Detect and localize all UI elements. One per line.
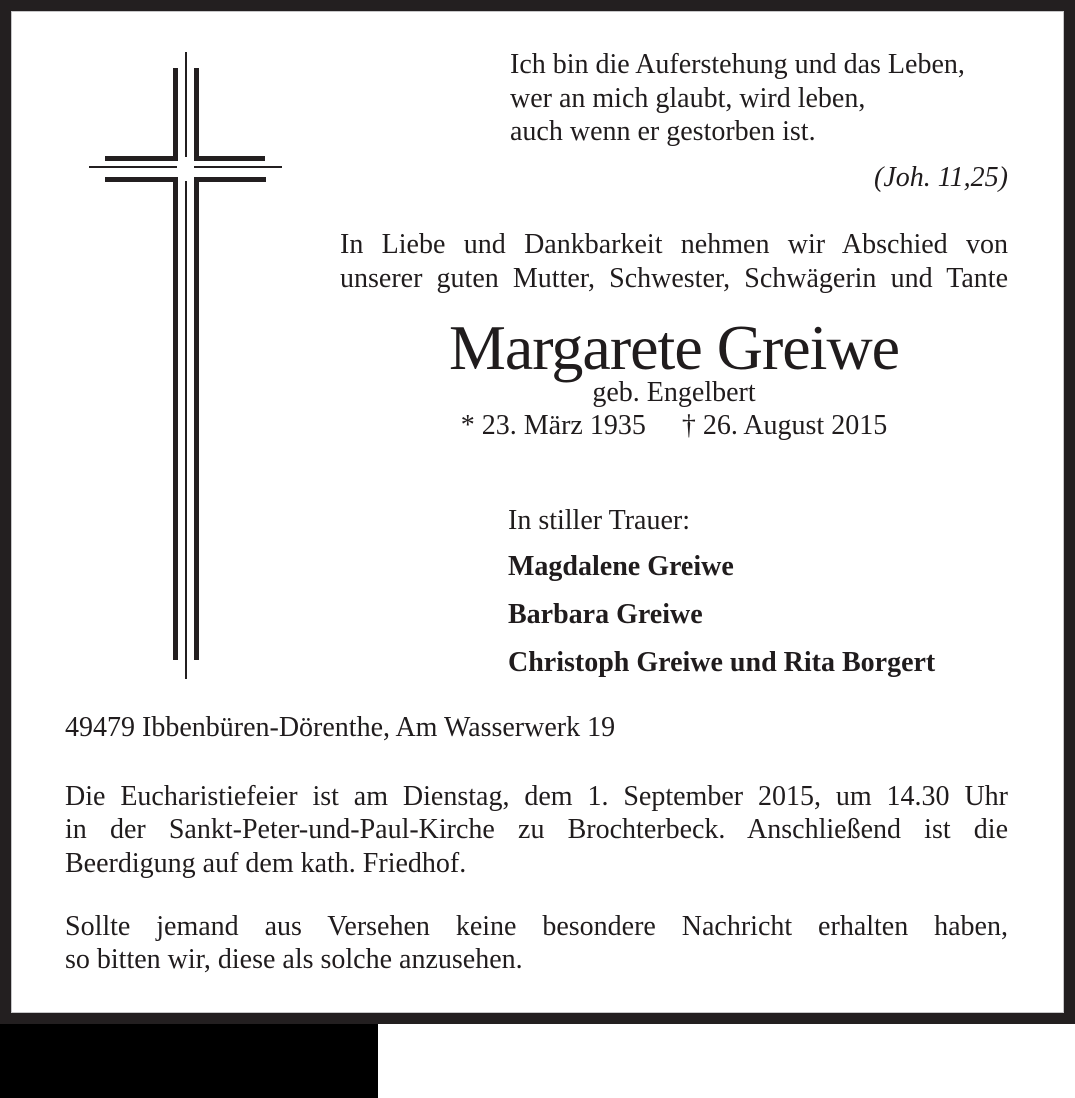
birth-date: * 23. März 1935 <box>460 410 646 441</box>
service-paragraph <box>65 780 1008 880</box>
cross-bar <box>194 68 199 160</box>
mourner-name: Magdalene Greiwe <box>508 551 734 582</box>
cross-bar <box>89 166 177 168</box>
address-line: 49479 Ibbenbüren-Dörenthe, Am Wasserwerk 19 <box>65 712 616 743</box>
service-line: Die Eucharistiefeier ist am Dienstag, dem 1. September 2015, um 14.30 Uhr <box>65 781 1008 812</box>
notice-line: Sollte jemand aus Versehen keine besondere Nachricht erhalten haben, <box>65 911 1008 942</box>
service-line: in der Sankt-Peter-und-Paul-Kirche zu Brochterbeck. Anschließend ist die <box>65 814 1008 846</box>
intro-line: In Liebe und Dankbarkeit nehmen wir Abschied von <box>340 229 1008 260</box>
mourners-list <box>508 550 935 694</box>
cross-bar <box>173 68 178 160</box>
cross-bar <box>105 156 178 161</box>
memorial-cross-icon <box>88 50 294 695</box>
deceased-name: Margarete Greiwe <box>448 312 900 383</box>
cross-bar <box>173 177 178 660</box>
quote-line: wer an mich glaubt, wird leben, <box>510 82 866 114</box>
cross-bar <box>194 166 282 168</box>
cross-bar <box>194 177 266 182</box>
notice-paragraph <box>65 910 1008 976</box>
cross-bar <box>185 52 187 157</box>
quote-line: Ich bin die Auferstehung und das Leben, <box>510 49 965 80</box>
death-date: † 26. August 2015 <box>681 410 888 441</box>
cross-bar <box>194 156 265 161</box>
quote-line: auch wenn er gestorben ist. <box>510 116 816 147</box>
quote-source: (Joh. 11,25) <box>874 161 1008 193</box>
life-dates <box>340 409 1008 442</box>
cross-bar <box>185 181 187 679</box>
notice-line: so bitten wir, diese als solche anzusehen. <box>65 944 523 975</box>
mourning-heading: In stiller Trauer: <box>508 505 690 536</box>
farewell-intro <box>340 228 1008 295</box>
mourner-name: Christoph Greiwe und Rita Borgert <box>508 647 936 678</box>
cross-bar <box>105 177 178 182</box>
scan-black-block <box>0 1024 378 1098</box>
cross-bar <box>194 177 199 660</box>
intro-line: unserer guten Mutter, Schwester, Schwägerin und Tante <box>340 262 1008 294</box>
service-line: Beerdigung auf dem kath. Friedhof. <box>65 847 467 879</box>
card-content <box>11 11 1064 1013</box>
scripture-quote <box>510 48 1008 194</box>
maiden-name: geb. Engelbert <box>592 377 756 408</box>
mourner-name: Barbara Greiwe <box>508 599 703 630</box>
